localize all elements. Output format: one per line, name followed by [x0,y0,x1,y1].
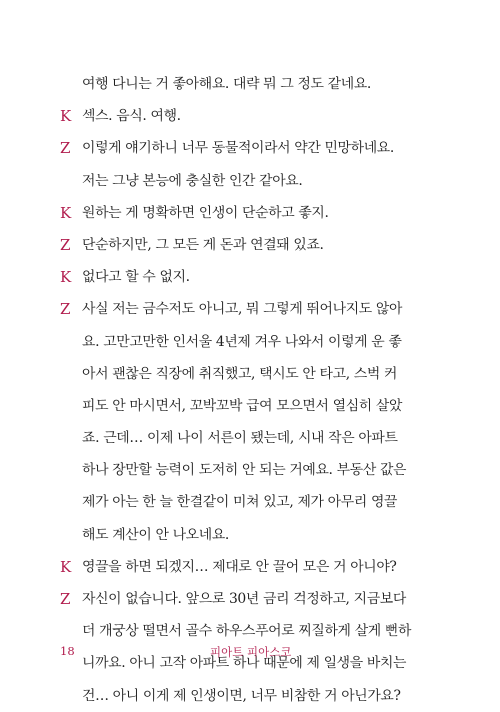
dialogue-line [60,583,405,615]
page-footer [60,644,405,662]
running-title: 피아트 피아스코 [210,645,292,659]
dialogue-text: 영끌을 하면 되겠지… 제대로 안 끌어 모은 거 아니야? [82,558,397,575]
dialogue-text: 자신이 없습니다. 앞으로 30년 금리 걱정하고, 지금보다 [82,591,406,607]
dialogue-text: 니까요. 아니 고작 아파트 하나 때문에 제 일생을 바치는 [82,655,407,672]
speaker-marker: Z [60,590,71,608]
dialogue-line [60,486,405,518]
dialogue-body [60,68,412,712]
dialogue-text: 아서 괜찮은 직장에 취직했고, 택시도 안 타고, 스벅 커 [82,365,398,382]
dialogue-line [60,165,405,197]
speaker-marker: K [60,557,71,576]
dialogue-text: 제가 아는 한 늘 한결같이 미쳐 있고, 제가 아무리 영끌 [82,494,398,511]
speaker-marker: Z [60,300,71,319]
dialogue-text: 원하는 게 명확하면 인생이 단순하고 좋지. [82,204,329,221]
dialogue-text: 섹스. 음식. 여행. [82,108,181,125]
dialogue-line [60,261,405,293]
speaker-marker: K [60,107,71,126]
dialogue-text: 사실 저는 금수저도 아니고, 뭐 그렇게 뛰어나지도 않아 [82,301,403,318]
dialogue-text: 여행 다니는 거 좋아해요. 대략 뭐 그 정도 같네요. [82,76,371,92]
dialogue-line [60,229,405,261]
speaker-marker: K [60,268,71,287]
dialogue-line [60,390,405,422]
dialogue-text: 더 개궁상 떨면서 골수 하우스푸어로 찌질하게 살게 뻔하 [82,623,412,640]
dialogue-text: 해도 계산이 안 나오네요. [82,526,229,543]
dialogue-text: 요. 고만고만한 인서울 4년제 겨우 나와서 이렇게 운 좋 [82,333,402,350]
dialogue-text: 피도 안 마시면서, 꼬박꼬박 급여 모으면서 열심히 살았 [82,397,403,414]
dialogue-line [60,615,412,647]
dialogue-line [60,197,405,229]
speaker-marker: K [60,203,71,222]
dialogue-line [60,519,405,551]
speaker-marker: Z [60,139,71,158]
speaker-marker: Z [60,235,71,254]
dialogue-line [60,422,405,454]
dialogue-line [60,358,405,390]
dialogue-line [60,293,405,325]
dialogue-line [60,326,405,358]
dialogue-text: 건… 아니 이게 제 인생이면, 너무 비참한 거 아닌가요? [82,687,401,704]
dialogue-text: 죠. 근데… 이제 나이 서른이 됐는데, 시내 작은 아파트 [82,430,398,447]
page-number: 18 [60,644,75,658]
dialogue-line [60,132,405,164]
dialogue-line [60,551,405,583]
dialogue-text: 단순하지만, 그 모든 게 돈과 연결돼 있죠. [82,236,324,253]
dialogue-line [60,680,405,712]
dialogue-text: 저는 그냥 본능에 충실한 인간 같아요. [82,172,303,189]
dialogue-text: 하나 장만할 능력이 도저히 안 되는 거예요. 부동산 값은 [82,462,407,479]
dialogue-text: 없다고 할 수 없지. [82,269,190,286]
dialogue-line [60,100,405,132]
dialogue-line [60,68,405,100]
dialogue-line [60,454,405,486]
dialogue-text: 이렇게 얘기하니 너무 동물적이라서 약간 민망하네요. [82,140,394,157]
